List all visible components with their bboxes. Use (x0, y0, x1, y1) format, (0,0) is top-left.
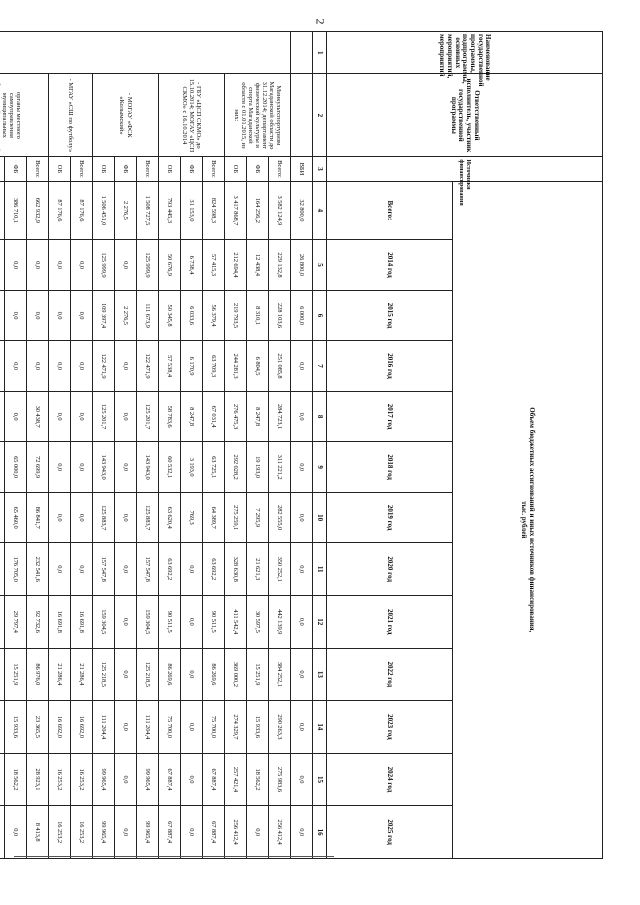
year-value-cell: 0,0 (181, 753, 203, 806)
year-value-cell: 256 412,4 (269, 806, 291, 859)
rotated-table-wrapper (1, 31, 603, 859)
year-value-cell: 16 692,0 (49, 701, 71, 754)
year-value-cell: 275 259,1 (225, 492, 247, 543)
year-value-cell: 0,0 (247, 806, 269, 859)
year-value-cell: 6 170,9 (181, 341, 203, 392)
year-value-cell: 0,0 (49, 543, 71, 596)
year-value-cell: 75 700,0 (203, 701, 225, 754)
footer-rule (14, 856, 334, 857)
year-value-cell: 125 218,5 (137, 648, 159, 701)
year-value-cell: 125 883,7 (93, 492, 115, 543)
year-value-cell: 0,0 (115, 753, 137, 806)
year-value-cell: 442 139,9 (269, 595, 291, 648)
funding-source-cell: ОБ (225, 157, 247, 181)
program-name-cell (0, 32, 291, 74)
year-value-cell: 16 691,8 (71, 595, 93, 648)
column-index: 6 (313, 290, 327, 341)
year-value-cell: 58 783,6 (159, 391, 181, 442)
year-value-cell: 0,0 (5, 240, 27, 291)
total-value-cell: 793 445,3 (159, 181, 181, 240)
responsible-cell: органы местного самоуправления муниципальных (0, 74, 49, 157)
funding-source-cell: Всего: (71, 157, 93, 181)
funding-source-cell: Всего: (27, 157, 49, 181)
table-row (71, 32, 93, 859)
year-value-cell: 57 538,4 (159, 341, 181, 392)
table-row (203, 32, 225, 859)
funding-source-cell: Всего: (203, 157, 225, 181)
funding-source-cell: ОБ (159, 157, 181, 181)
funding-table (0, 31, 603, 859)
year-value-cell: 111 673,9 (137, 290, 159, 341)
header-funding-title: Объем бюджетных ассигнований и иных источников финансирования, (528, 407, 537, 633)
year-value-cell: 0,0 (27, 290, 49, 341)
year-value-cell: 0,0 (71, 290, 93, 341)
year-value-cell: 0,0 (291, 648, 313, 701)
header-year: 2017 год (327, 391, 453, 442)
year-value-cell: 122 471,9 (93, 341, 115, 392)
program-name-cell (291, 32, 313, 74)
year-value-cell: 143 943,0 (137, 442, 159, 493)
year-value-cell: 0,0 (181, 543, 203, 596)
year-value-cell: 125 201,7 (93, 391, 115, 442)
year-value-cell: 0,0 (49, 341, 71, 392)
year-value-cell: 232 541,6 (27, 543, 49, 596)
total-value-cell: 824 598,3 (203, 181, 225, 240)
header-year: 2016 год (327, 341, 453, 392)
year-value-cell: 15 251,9 (5, 648, 27, 701)
year-value-cell (0, 543, 5, 596)
year-value-cell: 63 620,4 (159, 492, 181, 543)
year-value-cell: 67 031,4 (203, 391, 225, 442)
year-value-cell: 90 511,5 (203, 595, 225, 648)
responsible-cell: - МОГАУ «ФСК «Колымский» (93, 74, 159, 157)
header-year: 2019 год (327, 492, 453, 543)
year-value-cell: 50 345,8 (159, 290, 181, 341)
year-value-cell: 63 692,2 (159, 543, 181, 596)
year-value-cell: 350 252,1 (269, 543, 291, 596)
year-value-cell: 159 304,5 (137, 595, 159, 648)
year-value-cell: 6 804,5 (247, 341, 269, 392)
year-value-cell: 99 965,4 (93, 753, 115, 806)
year-value-cell: 30 438,7 (27, 391, 49, 442)
year-value-cell (0, 492, 5, 543)
header-year: 2015 год (327, 290, 453, 341)
table-row (137, 32, 159, 859)
column-index: 16 (313, 806, 327, 859)
year-value-cell: 176 705,0 (5, 543, 27, 596)
year-value-cell: 0,0 (115, 595, 137, 648)
year-value-cell: 0,0 (115, 543, 137, 596)
column-index: 2 (313, 74, 327, 157)
year-value-cell (0, 595, 5, 648)
year-value-cell: 0,0 (115, 391, 137, 442)
year-value-cell: 65 000,0 (5, 442, 27, 493)
year-value-cell: 16 253,2 (71, 753, 93, 806)
year-value-cell: 86 269,6 (159, 648, 181, 701)
column-index: 11 (313, 543, 327, 596)
funding-source-cell: ФБ (247, 157, 269, 181)
total-value-cell: 31 153,0 (181, 181, 203, 240)
year-value-cell: 0,0 (5, 391, 27, 442)
year-value-cell: 15 251,9 (247, 648, 269, 701)
year-value-cell: 125 999,9 (93, 240, 115, 291)
funding-source-cell: ОБ (49, 157, 71, 181)
year-value-cell: 0,0 (115, 240, 137, 291)
year-value-cell: 6 033,6 (181, 290, 203, 341)
funding-source-cell: Всего: (269, 157, 291, 181)
year-value-cell: 86 841,7 (27, 492, 49, 543)
year-value-cell: 0,0 (5, 290, 27, 341)
year-value-cell: 16 253,2 (49, 753, 71, 806)
column-index: 14 (313, 701, 327, 754)
year-value-cell: 0,0 (71, 341, 93, 392)
total-value-cell: 3 582 124,9 (269, 181, 291, 240)
year-value-cell: 228 103,6 (269, 290, 291, 341)
year-value-cell (0, 442, 5, 493)
year-value-cell: 290 263,3 (269, 701, 291, 754)
year-value-cell: 212 694,4 (225, 240, 247, 291)
header-responsible: Ответственный исполнитель, участник государственной программы (327, 74, 603, 157)
year-value-cell: 251 085,8 (269, 341, 291, 392)
year-value-cell: 72 699,9 (27, 442, 49, 493)
year-value-cell: 229 132,8 (269, 240, 291, 291)
year-value-cell: 21 286,4 (49, 648, 71, 701)
column-index: 13 (313, 648, 327, 701)
year-value-cell: 159 304,5 (93, 595, 115, 648)
header-year: 2022 год (327, 648, 453, 701)
year-value-cell: 0,0 (71, 543, 93, 596)
year-value-cell: 8 247,8 (247, 391, 269, 442)
year-value-cell (0, 240, 5, 291)
year-value-cell: 369 000,2 (225, 648, 247, 701)
year-value-cell: 8 310,1 (247, 290, 269, 341)
year-value-cell: 244 281,3 (225, 341, 247, 392)
year-value-cell: 0,0 (115, 648, 137, 701)
column-index: 8 (313, 391, 327, 442)
year-value-cell: 0,0 (291, 806, 313, 859)
table-row (27, 32, 49, 859)
year-value-cell: 63 725,1 (203, 442, 225, 493)
total-value-cell: 164 256,2 (247, 181, 269, 240)
column-index: 10 (313, 492, 327, 543)
column-index: 3 (313, 157, 327, 181)
column-index: 7 (313, 341, 327, 392)
year-value-cell: 0,0 (291, 391, 313, 442)
year-value-cell: 23 365,5 (27, 701, 49, 754)
responsible-cell (291, 74, 313, 157)
year-value-cell: 0,0 (71, 442, 93, 493)
year-value-cell: 60 532,1 (159, 442, 181, 493)
table-row (291, 32, 313, 859)
year-value-cell: 125 999,9 (137, 240, 159, 291)
year-value-cell: 292 028,2 (225, 442, 247, 493)
year-value-cell: 63 709,3 (203, 341, 225, 392)
year-value-cell: 16 692,0 (71, 701, 93, 754)
year-value-cell: 384 252,1 (269, 648, 291, 701)
year-value-cell: 769,3 (181, 492, 203, 543)
year-value-cell: 0,0 (115, 806, 137, 859)
year-value-cell: 30 597,5 (247, 595, 269, 648)
year-value-cell: 0,0 (49, 492, 71, 543)
funding-source-cell: ФБ (115, 157, 137, 181)
year-value-cell: 16 253,2 (71, 806, 93, 859)
header-program-name: Наименование государственной программы, подпрограммы, основных мероприятий, мероприятий (327, 32, 603, 74)
year-value-cell: 0,0 (291, 492, 313, 543)
year-value-cell: 125 201,7 (137, 391, 159, 442)
year-value-cell: 86 976,0 (27, 648, 49, 701)
funding-source-cell: ФБ (5, 157, 27, 181)
header-funding-volume (453, 181, 603, 858)
year-value-cell: 65 460,0 (5, 492, 27, 543)
header-year: 2021 год (327, 595, 453, 648)
total-value-cell: 3 417 868,7 (225, 181, 247, 240)
year-value-cell: 275 983,6 (269, 753, 291, 806)
year-value-cell: 21 621,3 (247, 543, 269, 596)
year-value-cell: 0,0 (181, 648, 203, 701)
year-value-cell: 18 562,2 (5, 753, 27, 806)
year-value-cell: 284 723,1 (269, 391, 291, 442)
year-value-cell (0, 806, 5, 859)
column-index: 9 (313, 442, 327, 493)
year-value-cell (0, 648, 5, 701)
total-value-cell: 87 176,6 (71, 181, 93, 240)
year-value-cell: 328 630,8 (225, 543, 247, 596)
table-row (269, 32, 291, 859)
header-funding-source: Источники финансирования (327, 157, 603, 181)
page-number: 2 (313, 18, 328, 25)
year-value-cell: 16 691,8 (49, 595, 71, 648)
funding-source-cell: ВБИ (291, 157, 313, 181)
year-value-cell: 0,0 (181, 701, 203, 754)
header-funding-units: тыс. рублей (520, 501, 529, 539)
year-value-cell: 0,0 (49, 442, 71, 493)
year-value-cell: 0,0 (115, 442, 137, 493)
year-value-cell: 0,0 (49, 391, 71, 442)
year-value-cell: 7 295,9 (247, 492, 269, 543)
year-value-cell: 21 286,4 (71, 648, 93, 701)
total-value-cell: 662 932,9 (27, 181, 49, 240)
year-value-cell: 90 511,5 (159, 595, 181, 648)
year-value-cell: 67 887,4 (159, 806, 181, 859)
year-value-cell (0, 701, 5, 754)
header-total: Всего: (327, 181, 453, 240)
header-year: 2025 год (327, 806, 453, 859)
year-value-cell: 0,0 (291, 595, 313, 648)
year-value-cell: 219 793,5 (225, 290, 247, 341)
year-value-cell: 67 887,4 (203, 753, 225, 806)
year-value-cell: 0,0 (181, 806, 203, 859)
year-value-cell: 0,0 (27, 341, 49, 392)
column-index: 1 (313, 32, 327, 74)
year-value-cell: 6 000,0 (291, 290, 313, 341)
year-value-cell: 2 276,5 (115, 290, 137, 341)
column-index: 5 (313, 240, 327, 291)
year-value-cell: 99 965,4 (137, 753, 159, 806)
year-value-cell: 18 562,2 (247, 753, 269, 806)
year-value-cell: 0,0 (27, 240, 49, 291)
year-value-cell (0, 290, 5, 341)
year-value-cell: 56 379,4 (203, 290, 225, 341)
year-value-cell: 0,0 (291, 442, 313, 493)
year-value-cell: 0,0 (71, 492, 93, 543)
year-value-cell: 15 933,6 (247, 701, 269, 754)
year-value-cell: 3 193,0 (181, 442, 203, 493)
year-value-cell: 63 692,2 (203, 543, 225, 596)
funding-source-cell (0, 157, 5, 181)
year-value-cell: 64 389,7 (203, 492, 225, 543)
year-value-cell: 282 555,0 (269, 492, 291, 543)
year-value-cell: 109 397,4 (93, 290, 115, 341)
header-year: 2020 год (327, 543, 453, 596)
year-value-cell: 50 676,9 (159, 240, 181, 291)
year-value-cell: 411 542,4 (225, 595, 247, 648)
year-value-cell: 276 475,3 (225, 391, 247, 442)
year-value-cell: 157 547,8 (93, 543, 115, 596)
year-value-cell: 67 887,4 (203, 806, 225, 859)
year-value-cell: 0,0 (291, 341, 313, 392)
year-value-cell: 157 547,8 (137, 543, 159, 596)
year-value-cell: 0,0 (71, 240, 93, 291)
year-value-cell: 111 204,4 (93, 701, 115, 754)
total-value-cell: 1 506 451,0 (93, 181, 115, 240)
year-value-cell: 67 887,4 (159, 753, 181, 806)
year-value-cell: 0,0 (291, 543, 313, 596)
year-value-cell: 0,0 (291, 701, 313, 754)
year-value-cell: 0,0 (115, 341, 137, 392)
year-value-cell: 29 797,4 (5, 595, 27, 648)
column-index: 12 (313, 595, 327, 648)
year-value-cell: 0,0 (5, 806, 27, 859)
year-value-cell: 0,0 (49, 290, 71, 341)
year-value-cell: 8 413,8 (27, 806, 49, 859)
year-value-cell: 15 933,6 (5, 701, 27, 754)
year-value-cell: 0,0 (115, 492, 137, 543)
total-value-cell (0, 181, 5, 240)
header-year: 2024 год (327, 753, 453, 806)
funding-source-cell: Всего: (137, 157, 159, 181)
column-index: 4 (313, 181, 327, 240)
year-value-cell: 0,0 (71, 391, 93, 442)
year-value-cell: 99 965,4 (137, 806, 159, 859)
total-value-cell: 386 710,1 (5, 181, 27, 240)
total-value-cell: 2 276,5 (115, 181, 137, 240)
year-value-cell: 0,0 (49, 240, 71, 291)
year-value-cell (0, 391, 5, 442)
year-value-cell: 0,0 (5, 341, 27, 392)
total-value-cell: 87 176,6 (49, 181, 71, 240)
year-value-cell: 28 923,1 (27, 753, 49, 806)
year-value-cell: 86 269,6 (203, 648, 225, 701)
year-value-cell: 143 943,0 (93, 442, 115, 493)
total-value-cell: 32 800,0 (291, 181, 313, 240)
total-value-cell: 1 508 727,5 (137, 181, 159, 240)
year-value-cell: 57 415,3 (203, 240, 225, 291)
year-value-cell: 0,0 (291, 753, 313, 806)
year-value-cell: 16 253,2 (49, 806, 71, 859)
header-year: 2014 год (327, 240, 453, 291)
year-value-cell: 0,0 (115, 701, 137, 754)
responsible-cell: Минкультспортуризм Магаданской области до 31.12.2014; департамент физической культуры и спорта Магаданской области с 01.01.2015, из них: (225, 74, 291, 157)
year-value-cell: 311 221,2 (269, 442, 291, 493)
year-value-cell: 0,0 (181, 595, 203, 648)
year-value-cell: 111 204,4 (137, 701, 159, 754)
year-value-cell: 8 247,8 (181, 391, 203, 442)
year-value-cell: 6 738,4 (181, 240, 203, 291)
year-value-cell: 274 329,7 (225, 701, 247, 754)
year-value-cell: 125 218,5 (93, 648, 115, 701)
funding-source-cell: ОБ (93, 157, 115, 181)
year-value-cell: 19 193,0 (247, 442, 269, 493)
year-value-cell: 75 700,0 (159, 701, 181, 754)
year-value-cell: 256 412,4 (225, 806, 247, 859)
header-year: 2018 год (327, 442, 453, 493)
year-value-cell (0, 753, 5, 806)
year-value-cell: 125 883,7 (137, 492, 159, 543)
funding-source-cell: ФБ (181, 157, 203, 181)
year-value-cell: 99 965,4 (93, 806, 115, 859)
column-index: 15 (313, 753, 327, 806)
year-value-cell (0, 341, 5, 392)
year-value-cell: 26 800,0 (291, 240, 313, 291)
year-value-cell: 12 438,4 (247, 240, 269, 291)
year-value-cell: 257 421,4 (225, 753, 247, 806)
year-value-cell: 92 732,6 (27, 595, 49, 648)
responsible-cell: - МГАУ «СШ по футболу» (49, 74, 93, 157)
responsible-cell: - ГБУ «ЦСП СКМО» до 15.10.2014; МОГАУ «ЦСП СКМО» с 16.10.2014 (159, 74, 225, 157)
header-year: 2023 год (327, 701, 453, 754)
year-value-cell: 122 471,9 (137, 341, 159, 392)
